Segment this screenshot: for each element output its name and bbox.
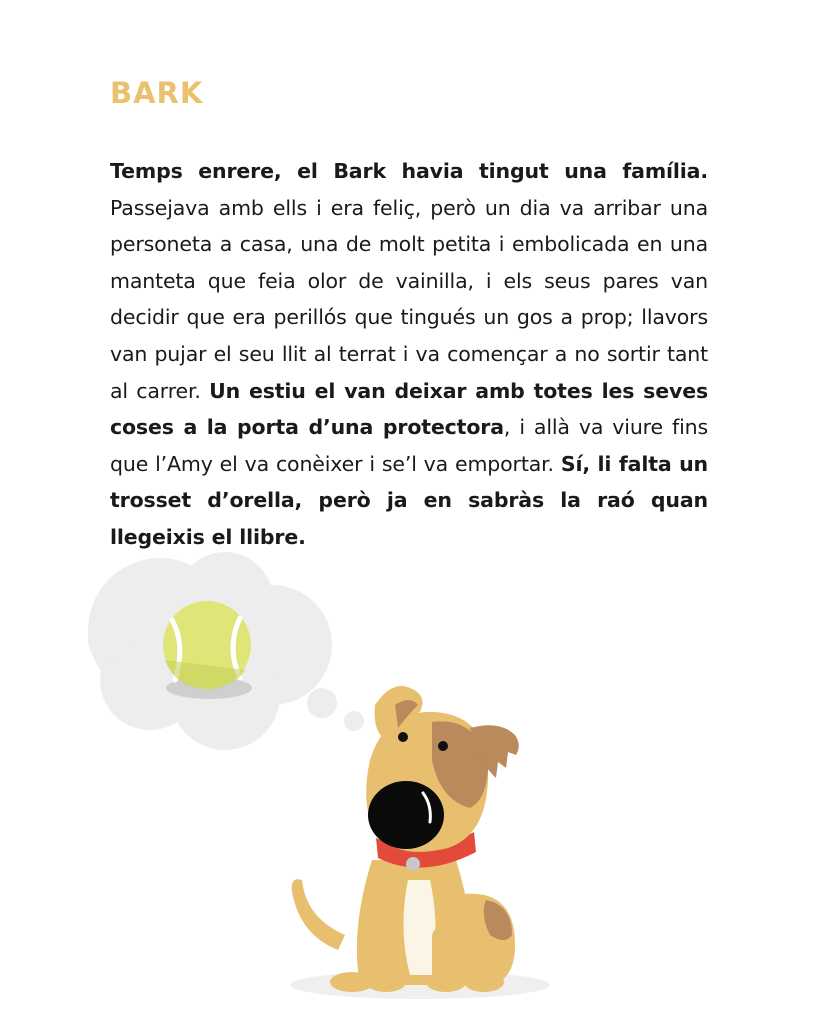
story-text-2: , i allà va viure fins que l’Amy el va conèixer i se’l va emportar. [110, 415, 708, 476]
illustration [0, 540, 819, 1024]
page-title: BARK [110, 76, 204, 110]
story-text-1: Passejava amb ells i era feliç, però un dia va arribar una personeta a casa, una de molt petita i embolicada en una manteta que feia olor de vainilla, i els seus pares van decidir que era perillós que tingués un gos a prop; llavors van pujar el seu llit al terrat i va començar a no sortir tant al carrer. [110, 195, 708, 403]
story-paragraph [110, 153, 708, 556]
dog-icon [290, 686, 550, 999]
story-bold-opening: Temps enrere, el Bark havia tingut una família. [110, 159, 708, 183]
tennis-ball-icon [163, 601, 252, 699]
story-bold-middle: Un estiu el van deixar amb totes les seves coses a la porta d’una protectora [110, 378, 708, 440]
story-bold-ending: Sí, li falta un trosset d’orella, però ja en sabràs la raó quan llegeixis el llibre. [110, 451, 708, 549]
